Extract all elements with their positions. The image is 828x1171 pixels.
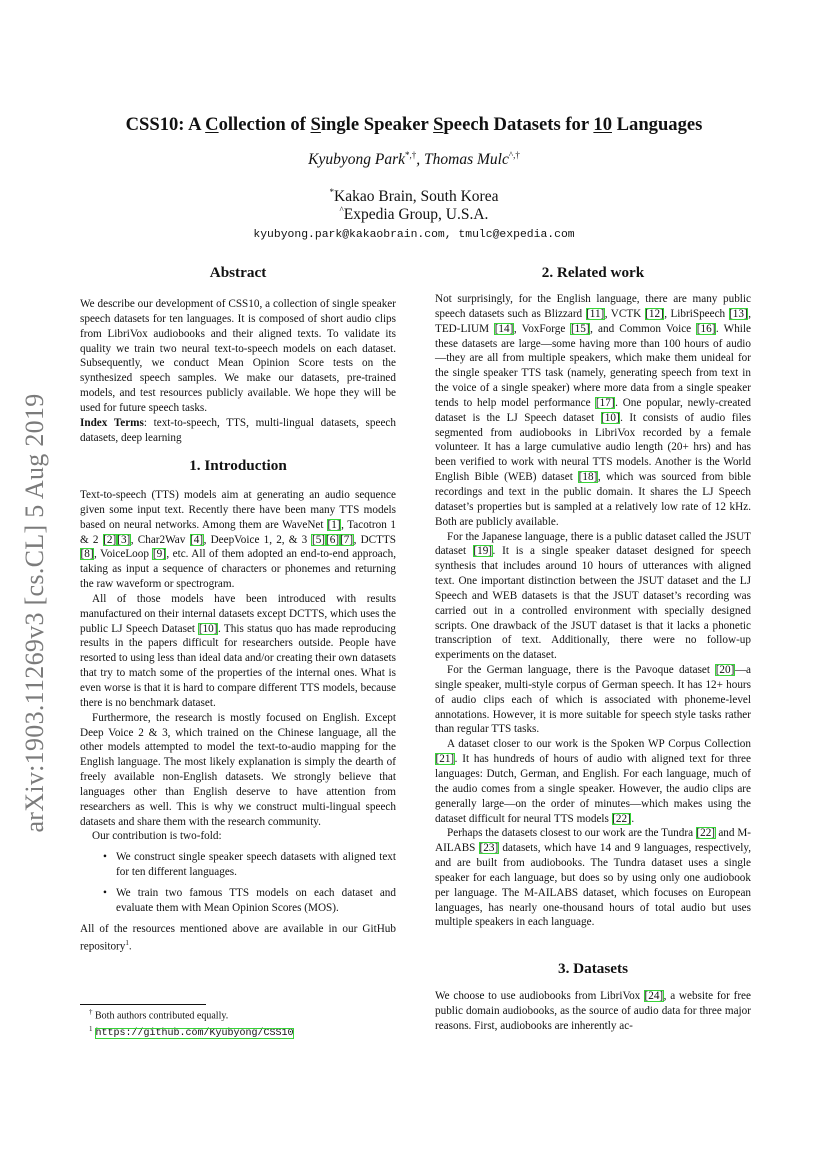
index-terms: Index Terms: text-to-speech, TTS, multi-lingual datasets, speech datasets, deep learning — [80, 416, 396, 444]
intro-paragraph-1: Text-to-speech (TTS) models aim at generating an audio sequence given some input text. Recently there have been many TTS models based on neural networks. Among them are WaveNet [1], Tacotron 1 & 2 [2][3], Char2Wav [4], DeepVoice 1, 2, & 3 [5][6][7], DCTTS [8], VoiceLoop [9], etc. All of them adopted an end-to-end approach, taking as input a sequence of characters or phonemes and returning the raw waveform or spectrogram. — [80, 489, 397, 591]
paper-title: CSS10: A Collection of Single Speaker Speech Datasets for 10 Languages — [125, 114, 703, 135]
intro-paragraph-4: Our contribution is two-fold: — [92, 830, 222, 843]
datasets-heading: 3. Datasets — [557, 960, 629, 977]
citation-link[interactable]: [18] — [578, 471, 598, 484]
related-work-body — [435, 292, 751, 930]
datasets-paragraph-1: We choose to use audiobooks from LibriVox [24], a website for free public domain audiobooks, as the source of audio data for three major reasons. First, audiobooks are inherently ac- — [435, 990, 751, 1032]
contribution-list — [80, 850, 396, 915]
abstract-body — [80, 297, 396, 445]
citation-link[interactable]: [6] — [326, 533, 340, 546]
citation-link[interactable]: [8] — [80, 548, 94, 561]
list-item: • We train two famous TTS models on each dataset and evaluate them with Mean Opinion Scores (MOS). — [80, 886, 396, 916]
author-emails: kyubyong.park@kakaobrain.com, tmulc@expedia.com — [253, 229, 575, 241]
citation-link[interactable]: [20] — [715, 664, 735, 677]
citation-link[interactable]: [2] — [103, 533, 117, 546]
citation-link[interactable]: [23] — [479, 842, 499, 855]
related-paragraph-3: For the German language, there is the Pavoque dataset [20]—a single speaker, multi-style corpus of German speech. It has 12+ hours of audio clips each of which is associated with phoneme-level annotations. However, it is more suitable for speech style tasks rather than regular TTS tasks. — [435, 664, 751, 736]
author-list: Kyubyong Park*,†, Thomas Mulc^,† — [308, 150, 520, 169]
citation-link[interactable]: [22] — [612, 812, 631, 825]
related-paragraph-2: For the Japanese language, there is a public dataset called the JSUT dataset [19]. It is a single speaker dataset designed for speech synthesis that includes around 10 hours of utterances with aligned text. One important distinction between the JSUT dataset and the LJ Speech and WEB datasets is that the JSUT dataset’s recording was carried out in a controlled environment with specially designed scripts. One drawback of the JSUT dataset is that it lacks a phonetic transcription of text. Additionally, there were no follow-up experiments on the dataset. — [435, 530, 751, 662]
arxiv-stamp — [8, 313, 62, 913]
related-paragraph-1: Not surprisingly, for the English language, there are many public speech datasets such as Blizzard [11], VCTK [12], LibriSpeech [13], TED-LIUM [14], VoxForge [15], and Common Voice [16]. While these datasets are large—some having more than 100 hours of audio—they are all from multiple speakers, which make them unideal for the single speaker TTS task (namely, generating speech from text in the voice of a single speaker) where more data from a single speaker tends to help model performance [17]. One popular, newly-created dataset is the LJ Speech dataset [10]. It consists of audio files segmented from audiobooks in LibriVox recorded by a female volunteer. It has a large cumulative audio length (20+ hrs) and has been verified to work with neural TTS models. Another is the World English Bible (WEB) dataset [18], which was sourced from bible recordings and text in the public domain. It shares the LJ Speech dataset’s properties but is sampled at a relatively low rate of 12 kHz. Both are publicly available. — [435, 293, 751, 528]
footnote-divider — [80, 1004, 206, 1005]
abstract-text: We describe our development of CSS10, a collection of single speaker speech datasets for ten languages. It is composed of short audio clips from LibriVox audiobooks and their aligned texts. To validate its quality we train two neural text-to-speech models on each dataset. Subsequently, we conduct Mean Opinion Score tests on the synthesized speech samples. We make our datasets, pre-trained models, and test resources publicly available. We hope they will be used for future speech tasks. — [80, 298, 396, 414]
citation-link[interactable]: [22] — [696, 827, 716, 840]
intro-paragraph-2: All of those models have been introduced with results manufactured on their internal datasets except DCTTS, which uses the public LJ Speech Dataset [10]. This status quo has made reproducing results in the papers difficult for researchers outside. People have resorted to using less than ideal data and/or creating their own datasets that try to match some of the properties of the internal ones. What is even worse is that it is hard to compare different TTS models, because there is no benchmark dataset. — [80, 592, 396, 709]
citation-link[interactable]: [15] — [570, 322, 590, 335]
datasets-body — [435, 989, 751, 1034]
footnotes — [89, 1006, 389, 1041]
citation-link[interactable]: [5] — [311, 533, 326, 546]
intro-paragraph-3: Furthermore, the research is mostly focused on English. Except Deep Voice 2 & 3, which trained on the Chinese language, all the other models attempted to model the text-to-audio mapping for the English language. The most likely explanation is simply the dearth of freely available non-English datasets. We strongly believe that languages other than English deserve to have attention from researchers as well. This is why we construct multi-lingual speech datasets and share them with the research community. — [80, 711, 396, 828]
introduction-body — [80, 488, 396, 955]
citation-link[interactable]: [9] — [152, 548, 166, 561]
introduction-heading: 1. Introduction — [189, 457, 287, 474]
citation-link[interactable]: [1] — [327, 518, 341, 531]
citation-link[interactable]: [24] — [644, 990, 664, 1002]
citation-link[interactable]: [17] — [595, 396, 615, 409]
citation-link[interactable]: [19] — [473, 545, 493, 558]
related-work-heading: 2. Related work — [541, 264, 645, 281]
citation-link[interactable]: [16] — [696, 322, 716, 335]
citation-link[interactable]: [10] — [198, 622, 218, 635]
citation-link[interactable]: [4] — [190, 533, 204, 546]
citation-link[interactable]: [21] — [435, 753, 455, 766]
related-paragraph-5: Perhaps the datasets closest to our work are the Tundra [22] and M-AILABS [23] datasets, which have 14 and 9 languages, respectively, and are built from audiobooks. The Tundra dataset uses a single speaker for each language, but does so by using only one audiobook per language. The M-AILABS dataset, which focuses on European languages, has nearly one-thousand hours of total audio but uses multiple speakers in each language. — [435, 827, 751, 929]
citation-link[interactable]: [3] — [117, 533, 131, 546]
arxiv-stamp-text: arXiv:1903.11269v3 [cs.CL] 5 Aug 2019 — [20, 393, 49, 833]
affiliation-kakao: *Kakao Brain, South Korea — [329, 187, 499, 206]
citation-link[interactable]: [12] — [645, 307, 664, 320]
citation-link[interactable]: [7] — [340, 533, 354, 546]
related-paragraph-4: A dataset closer to our work is the Spoken WP Corpus Collection [21]. It has hundreds of hours of audio with aligned text for three languages: Dutch, German, and English. For each language, much of the audio comes from a single speaker. However, the audio clips are generally large—on the order of minutes—which makes using the dataset difficult for neural TTS models [22]. — [435, 738, 751, 825]
citation-link[interactable]: [14] — [494, 322, 514, 335]
list-item: • We construct single speaker speech datasets with aligned text for ten different languages. — [80, 850, 396, 880]
intro-paragraph-5: All of the resources mentioned above are available in our GitHub repository$^1$. — [80, 922, 396, 954]
footnote-1: † Both authors contributed equally. — [89, 1008, 229, 1022]
affiliation-expedia: ^Expedia Group, U.S.A. — [339, 205, 489, 224]
citation-link[interactable]: [10] — [601, 411, 620, 424]
footnote-2: $^1$ https://github.com/Kyubyong/CSS10 — [89, 1024, 294, 1040]
citation-link[interactable]: [11] — [586, 307, 605, 320]
abstract-heading: Abstract — [209, 264, 267, 281]
github-link[interactable]: https://github.com/Kyubyong/CSS10 — [95, 1028, 294, 1040]
citation-link[interactable]: [13] — [729, 307, 748, 320]
